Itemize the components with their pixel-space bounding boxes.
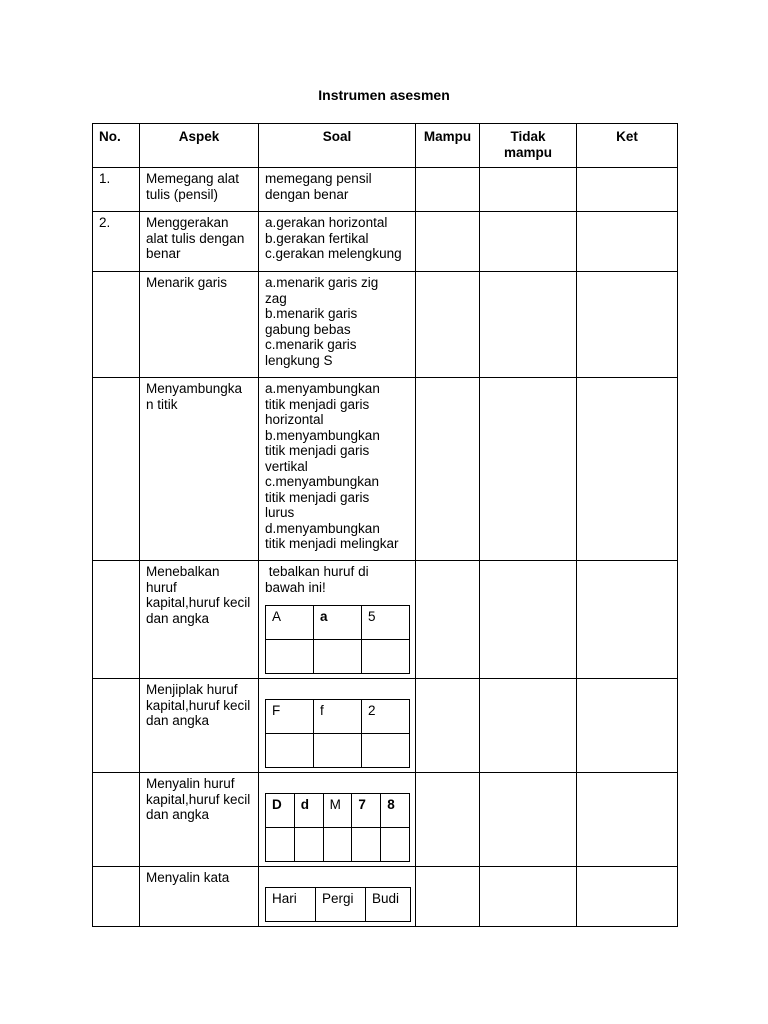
soal-line: vertikal [265, 458, 308, 474]
grid-cell: d [294, 794, 323, 828]
grid-blank-cell[interactable] [314, 734, 362, 768]
soal-line: dengan benar [265, 186, 349, 202]
grid-cell: A [266, 606, 314, 640]
ket-cell[interactable] [577, 773, 678, 867]
grid-cell: D [266, 794, 295, 828]
row-number [93, 679, 140, 773]
grid-cell: Pergi [316, 888, 366, 922]
grid-blank-cell[interactable] [266, 734, 314, 768]
row-number: 1. [93, 168, 140, 212]
soal-line: c.menarik garis [265, 337, 357, 352]
ket-cell[interactable] [577, 679, 678, 773]
table-row [93, 679, 678, 773]
ket-cell[interactable] [577, 867, 678, 927]
row-number [93, 272, 140, 378]
aspek-cell: Menggerakan alat tulis dengan benar [140, 212, 259, 272]
soal-line: b.gerakan fertikal [265, 230, 369, 246]
soal-line: tebalkan huruf di [265, 564, 369, 579]
tidak-mampu-cell[interactable] [480, 212, 577, 272]
grid-blank-cell[interactable] [266, 640, 314, 674]
grid-blank-cell[interactable] [314, 640, 362, 674]
practice-grid [265, 887, 411, 922]
tidak-mampu-cell[interactable] [480, 168, 577, 212]
table-row [93, 773, 678, 867]
header-no: No. [93, 124, 140, 168]
aspek-cell: Menarik garis [140, 272, 259, 378]
tidak-mampu-cell[interactable] [480, 378, 577, 561]
mampu-cell[interactable] [416, 168, 480, 212]
grid-cell: 7 [352, 794, 381, 828]
grid-blank-cell[interactable] [266, 828, 295, 862]
ket-cell[interactable] [577, 378, 678, 561]
practice-grid [265, 699, 410, 768]
header-soal: Soal [259, 124, 416, 168]
row-number [93, 378, 140, 561]
grid-cell: Budi [366, 888, 411, 922]
mampu-cell[interactable] [416, 773, 480, 867]
soal-line: d.menyambungkan [265, 520, 380, 536]
table-row [93, 168, 678, 212]
soal-line: lengkung S [265, 352, 333, 368]
grid-blank-cell[interactable] [352, 828, 381, 862]
soal-line: titik menjadi garis [265, 396, 370, 412]
table-row [93, 561, 678, 679]
grid-blank-cell[interactable] [362, 734, 410, 768]
ket-cell[interactable] [577, 272, 678, 378]
mampu-cell[interactable] [416, 212, 480, 272]
aspek-cell: Memegang alat tulis (pensil) [140, 168, 259, 212]
soal-line: a.gerakan horizontal [265, 215, 388, 230]
soal-line: c.gerakan melengkung [265, 246, 402, 261]
soal-cell [259, 867, 416, 927]
assessment-table [92, 123, 678, 927]
soal-line: memegang pensil [265, 171, 372, 186]
soal-line: bawah ini! [265, 579, 326, 595]
ket-cell[interactable] [577, 561, 678, 679]
mampu-cell[interactable] [416, 561, 480, 679]
soal-cell [259, 168, 416, 212]
soal-cell [259, 378, 416, 561]
mampu-cell[interactable] [416, 679, 480, 773]
grid-blank-cell[interactable] [323, 828, 352, 862]
grid-blank-cell[interactable] [294, 828, 323, 862]
soal-line: horizontal [265, 412, 324, 427]
grid-cell: f [314, 700, 362, 734]
table-row [93, 867, 678, 927]
tidak-mampu-cell[interactable] [480, 773, 577, 867]
aspek-cell: Menyalin kata [140, 867, 259, 927]
grid-cell: M [323, 794, 352, 828]
row-number [93, 561, 140, 679]
aspek-cell: Menyalin huruf kapital,huruf kecil dan angka [140, 773, 259, 867]
table-row [93, 212, 678, 272]
header-tidak-mampu: Tidak mampu [480, 124, 577, 168]
row-number [93, 773, 140, 867]
soal-line: a.menarik garis zig [265, 275, 379, 290]
soal-line: c.menyambungkan [265, 474, 380, 489]
ket-cell[interactable] [577, 168, 678, 212]
tidak-mampu-cell[interactable] [480, 867, 577, 927]
mampu-cell[interactable] [416, 272, 480, 378]
table-row [93, 272, 678, 378]
grid-cell: 8 [381, 794, 410, 828]
header-row [93, 124, 678, 168]
tidak-mampu-cell[interactable] [480, 272, 577, 378]
soal-cell [259, 212, 416, 272]
mampu-cell[interactable] [416, 867, 480, 927]
soal-line: titik menjadi melingkar [265, 536, 399, 551]
row-number [93, 867, 140, 927]
soal-cell [259, 679, 416, 773]
header-ket: Ket [577, 124, 678, 168]
row-number: 2. [93, 212, 140, 272]
grid-cell: F [266, 700, 314, 734]
soal-line: lurus [265, 505, 295, 520]
soal-line: b.menarik garis [265, 306, 358, 321]
soal-line: titik menjadi garis [265, 443, 370, 458]
aspek-cell: Menjiplak huruf kapital,huruf kecil dan angka [140, 679, 259, 773]
grid-cell: Hari [266, 888, 316, 922]
soal-cell [259, 773, 416, 867]
header-aspek: Aspek [140, 124, 259, 168]
grid-cell: a [314, 606, 362, 640]
tidak-mampu-cell[interactable] [480, 561, 577, 679]
soal-cell [259, 272, 416, 378]
soal-line: titik menjadi garis [265, 489, 370, 505]
grid-blank-cell[interactable] [381, 828, 410, 862]
grid-cell: 2 [362, 700, 410, 734]
soal-line: a.menyambungkan [265, 381, 380, 396]
document-title: Instrumen asesmen [318, 87, 450, 103]
ket-cell[interactable] [577, 212, 678, 272]
soal-line: b.menyambungkan [265, 427, 380, 443]
header-mampu: Mampu [416, 124, 480, 168]
tidak-mampu-cell[interactable] [480, 679, 577, 773]
soal-line: gabung bebas [265, 321, 351, 337]
grid-blank-cell[interactable] [362, 640, 410, 674]
practice-grid [265, 793, 410, 862]
grid-cell: 5 [362, 606, 410, 640]
table-row [93, 378, 678, 561]
practice-grid [265, 605, 410, 674]
soal-line: zag [265, 290, 287, 306]
aspek-cell: Menebalkan huruf kapital,huruf kecil dan angka [140, 561, 259, 679]
aspek-cell: Menyambungka n titik [140, 378, 259, 561]
soal-cell [259, 561, 416, 679]
mampu-cell[interactable] [416, 378, 480, 561]
